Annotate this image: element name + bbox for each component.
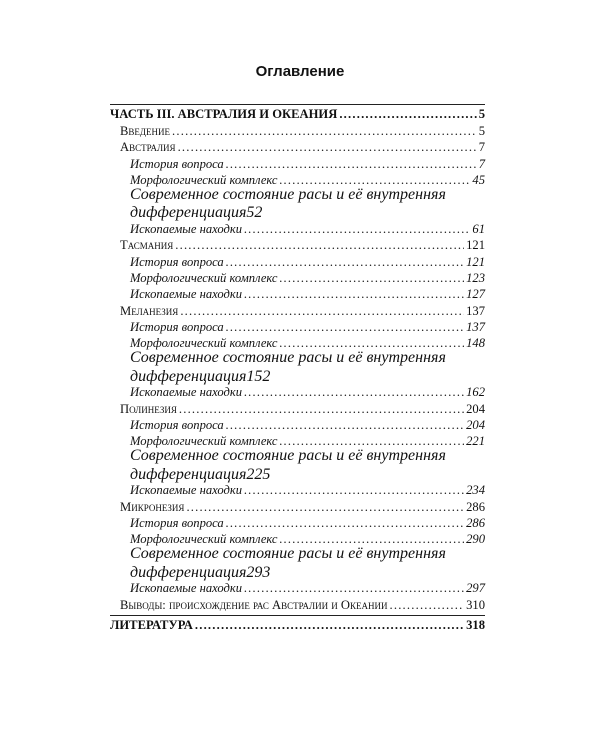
toc-subentry[interactable] <box>110 269 485 285</box>
toc-label: Австралия <box>120 140 176 155</box>
toc-label-line1: Современное состояние расы и её внутренняя <box>130 185 446 203</box>
toc-page: 137 <box>466 320 485 335</box>
toc-leader <box>226 158 477 171</box>
toc-subentry[interactable] <box>110 432 485 448</box>
toc-page: 286 <box>466 515 485 530</box>
toc-label-line1: Современное состояние расы и её внутренняя <box>130 447 446 465</box>
toc-leader <box>390 599 465 612</box>
toc-label: Морфологический комплекс <box>130 270 278 285</box>
toc-label: Ископаемые находки <box>130 287 243 302</box>
toc-label: История вопроса <box>130 320 224 335</box>
toc-page: 297 <box>466 581 485 596</box>
toc-label-line2: дифференциация <box>130 204 247 222</box>
toc-label: Меланезия <box>120 303 179 318</box>
toc-page: 127 <box>466 287 485 302</box>
toc-leader <box>179 403 464 416</box>
toc-label-line1: Современное состояние расы и её внутренняя <box>130 349 446 367</box>
toc-subentry[interactable] <box>110 285 485 301</box>
toc-label: Ископаемые находки <box>130 581 243 596</box>
table-of-contents <box>110 104 485 632</box>
toc-page: 225 <box>246 465 271 483</box>
toc-subentry[interactable] <box>110 171 485 187</box>
toc-leader <box>244 288 464 301</box>
toc-label: История вопроса <box>130 254 224 269</box>
toc-entry-polynesia[interactable] <box>110 399 485 415</box>
toc-label: Морфологический комплекс <box>130 532 278 547</box>
toc-page: 290 <box>466 532 485 547</box>
toc-label-line2: дифференциация <box>130 367 247 385</box>
toc-subentry[interactable] <box>110 334 485 350</box>
toc-leader <box>195 619 464 632</box>
toc-subentry[interactable] <box>110 416 485 432</box>
toc-page: 5 <box>478 123 485 138</box>
toc-page: 152 <box>246 367 271 385</box>
toc-leader <box>244 484 464 497</box>
toc-subentry[interactable] <box>110 252 485 268</box>
toc-leader <box>244 386 464 399</box>
toc-label: Ископаемые находки <box>130 221 243 236</box>
toc-leader <box>226 419 464 432</box>
toc-label: Полинезия <box>120 401 177 416</box>
toc-page: 121 <box>466 254 485 269</box>
toc-subentry[interactable] <box>110 219 485 235</box>
toc-label: Морфологический комплекс <box>130 336 278 351</box>
toc-label: ЧАСТЬ III. АВСТРАЛИЯ И ОКЕАНИЯ <box>110 107 338 122</box>
toc-label: История вопроса <box>130 156 224 171</box>
toc-subentry[interactable] <box>110 154 485 170</box>
toc-leader <box>180 305 464 318</box>
toc-label: История вопроса <box>130 418 224 433</box>
toc-subentry[interactable] <box>110 447 485 483</box>
toc-leader <box>175 239 464 252</box>
toc-leader <box>339 108 476 121</box>
toc-subentry[interactable] <box>110 530 485 546</box>
toc-leader <box>186 501 464 514</box>
toc-leader <box>244 582 464 595</box>
toc-subentry[interactable] <box>110 383 485 399</box>
toc-label: Морфологический комплекс <box>130 434 278 449</box>
toc-entry-part[interactable] <box>110 105 485 121</box>
toc-leader <box>172 125 477 138</box>
toc-label-line2: дифференциация <box>130 563 247 581</box>
toc-entry-tasmania[interactable] <box>110 236 485 252</box>
toc-entry-conclusions[interactable] <box>110 595 485 611</box>
toc-label: История вопроса <box>130 515 224 530</box>
toc-subentry[interactable] <box>110 481 485 497</box>
toc-page: 123 <box>466 270 485 285</box>
toc-leader <box>279 174 470 187</box>
toc-leader <box>178 141 477 154</box>
toc-label: Морфологический комплекс <box>130 172 278 187</box>
toc-leader <box>279 272 464 285</box>
toc-page: 234 <box>466 483 485 498</box>
toc-label: ЛИТЕРАТУРА <box>110 617 193 632</box>
toc-entry-australia[interactable] <box>110 138 485 154</box>
toc-page: 204 <box>466 401 485 416</box>
toc-label: Введение <box>120 123 171 138</box>
toc-page: 310 <box>466 597 485 612</box>
toc-page: 52 <box>246 204 263 222</box>
toc-label: Ископаемые находки <box>130 385 243 400</box>
toc-subentry[interactable] <box>110 349 485 385</box>
toc-label: Тасмания <box>120 238 174 253</box>
toc-label: Выводы: происхождение рас Австралии и Океании <box>120 597 388 612</box>
toc-page: 61 <box>472 221 485 236</box>
toc-leader <box>226 256 464 269</box>
toc-page: 204 <box>466 418 485 433</box>
toc-page: 7 <box>478 156 485 171</box>
toc-page: 7 <box>478 140 485 155</box>
toc-page: 5 <box>478 107 485 122</box>
toc-leader <box>244 223 470 236</box>
toc-label-line1: Современное состояние расы и её внутренняя <box>130 545 446 563</box>
toc-entry-melanesia[interactable] <box>110 301 485 317</box>
toc-label: Микронезия <box>120 499 185 514</box>
toc-subentry[interactable] <box>110 318 485 334</box>
toc-page: 162 <box>466 385 485 400</box>
toc-page: 121 <box>466 238 485 253</box>
toc-subentry[interactable] <box>110 545 485 581</box>
toc-subentry[interactable] <box>110 185 485 222</box>
toc-page: 318 <box>466 617 485 632</box>
toc-subentry[interactable] <box>110 514 485 530</box>
toc-page: 221 <box>466 434 485 449</box>
toc-page: 293 <box>246 563 271 581</box>
toc-page: 137 <box>466 303 485 318</box>
toc-entry-literature[interactable] <box>110 616 485 632</box>
toc-label: Ископаемые находки <box>130 483 243 498</box>
toc-leader <box>226 517 464 530</box>
toc-subentry[interactable] <box>110 579 485 595</box>
toc-page: 286 <box>466 499 485 514</box>
toc-label-line2: дифференциация <box>130 465 247 483</box>
toc-page: 148 <box>466 336 485 351</box>
toc-leader <box>226 321 464 334</box>
page-title: Оглавление <box>255 63 345 80</box>
toc-entry-intro[interactable] <box>110 121 485 137</box>
toc-entry-micronesia[interactable] <box>110 497 485 513</box>
toc-page: 45 <box>472 172 485 187</box>
